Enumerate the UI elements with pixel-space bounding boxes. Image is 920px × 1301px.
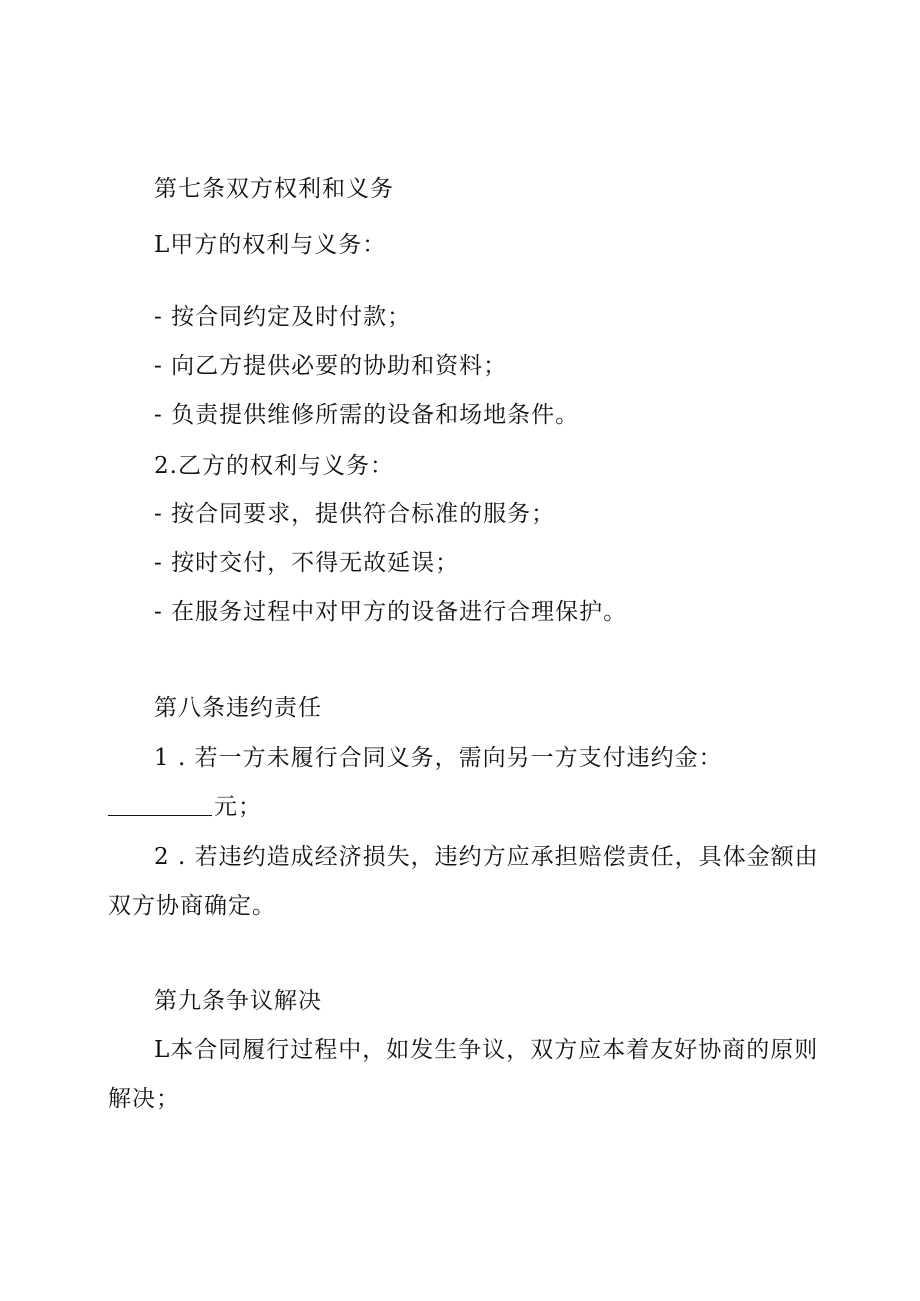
article-9-heading: 第九条争议解决 xyxy=(154,988,322,1014)
article-8-clause-2: 2 . 若违约造成经济损失，违约方应承担赔偿责任，具体金额由 xyxy=(154,844,819,870)
amount-blank-line xyxy=(108,793,212,816)
party-a-item: - 向乙方提供必要的协助和资料； xyxy=(154,353,508,379)
article-8-heading: 第八条违约责任 xyxy=(154,695,322,721)
party-b-title: 2.乙方的权利与义务： xyxy=(154,453,394,479)
amount-unit: 元； xyxy=(214,794,262,820)
party-a-item: - 负责提供维修所需的设备和场地条件。 xyxy=(154,402,580,428)
party-b-item: - 在服务过程中对甲方的设备进行合理保护。 xyxy=(154,599,628,625)
party-b-item: - 按合同要求，提供符合标准的服务； xyxy=(154,501,556,527)
article-7-heading: 第七条双方权利和义务 xyxy=(154,176,394,202)
party-a-title: L甲方的权利与义务： xyxy=(154,232,387,258)
article-8-clause-2-continuation: 双方协商确定。 xyxy=(108,893,276,919)
article-9-clause-1-continuation: 解决； xyxy=(108,1086,180,1112)
article-8-clause-1-continuation xyxy=(108,792,262,822)
article-8-clause-1: 1 . 若一方未履行合同义务，需向另一方支付违约金： xyxy=(154,745,723,771)
article-9-clause-1: L本合同履行过程中，如发生争议，双方应本着友好协商的原则 xyxy=(154,1037,819,1063)
party-b-item: - 按时交付，不得无故延误； xyxy=(154,550,460,576)
party-a-item: - 按合同约定及时付款； xyxy=(154,304,412,330)
